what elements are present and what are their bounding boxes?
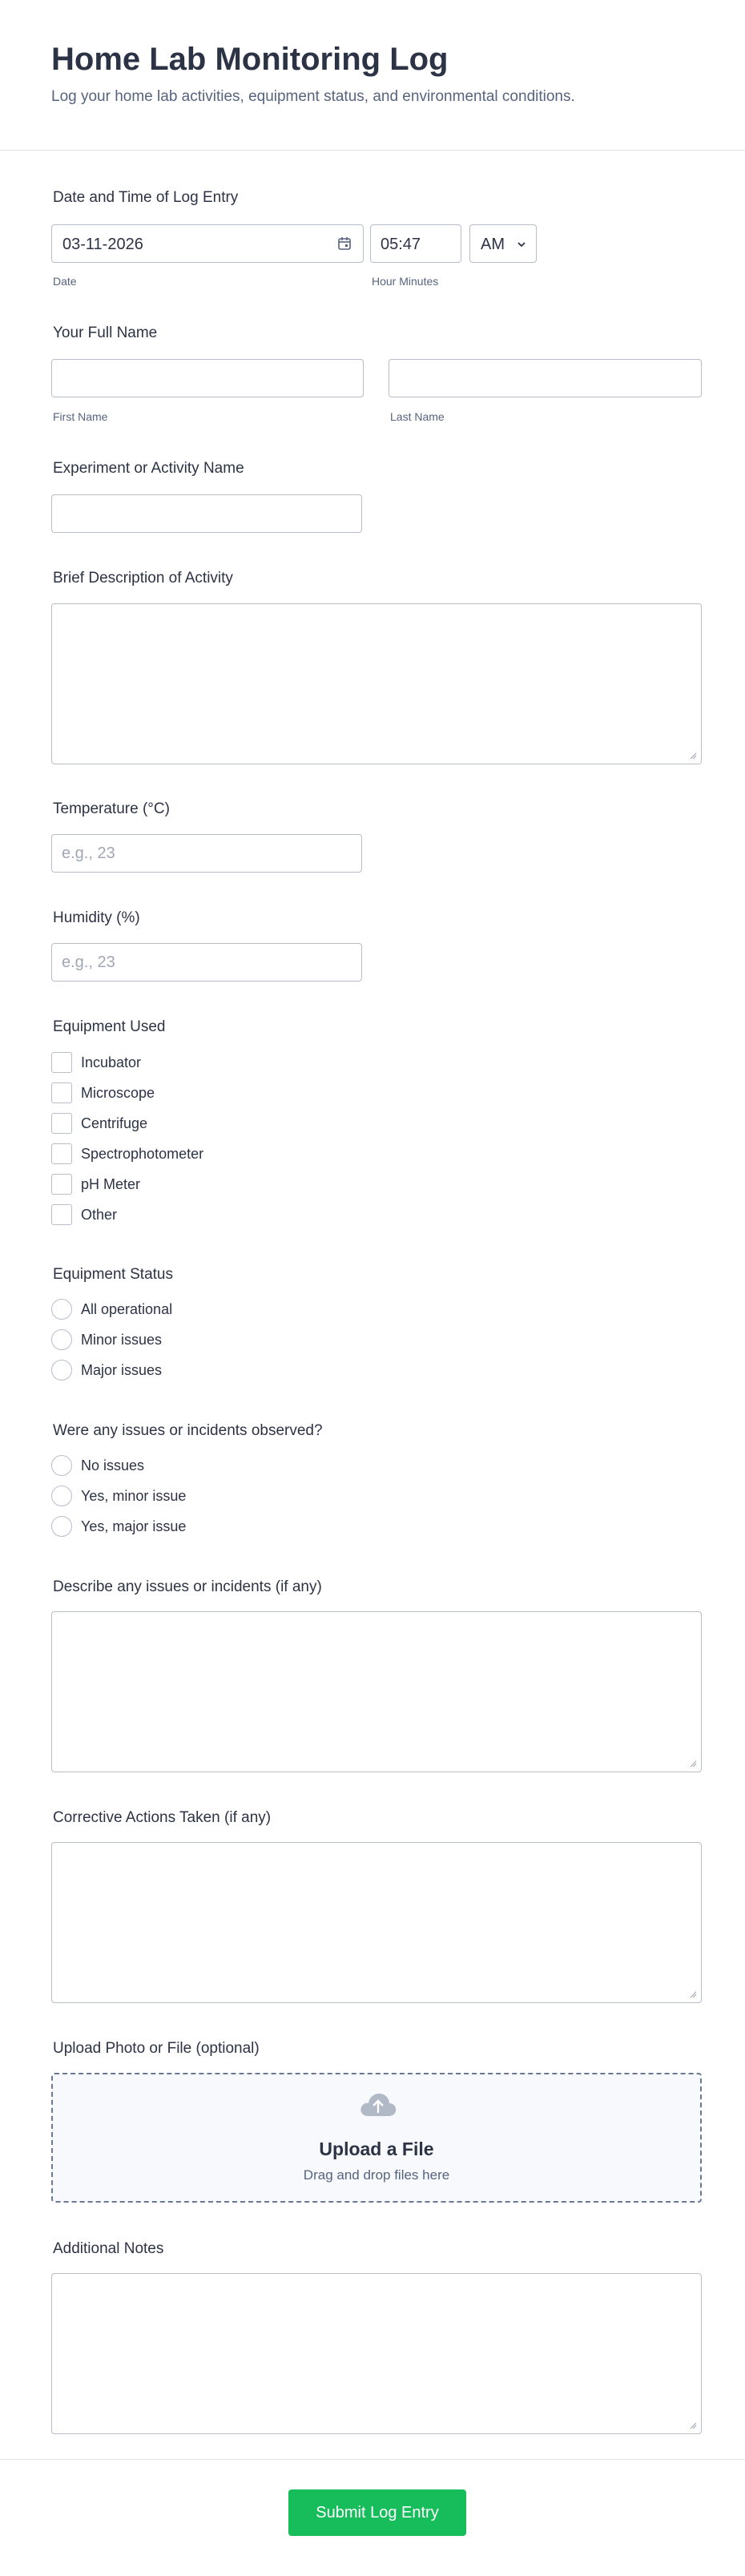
page-subtitle: Log your home lab activities, equipment status, and environmental conditions. xyxy=(51,88,575,105)
corrective-label: Corrective Actions Taken (if any) xyxy=(53,1809,272,1826)
checkbox[interactable] xyxy=(51,1082,72,1103)
first-name-input[interactable] xyxy=(51,359,364,397)
humidity-label: Humidity (%) xyxy=(53,909,140,926)
resize-grip-icon[interactable] xyxy=(689,752,697,760)
radio-button[interactable] xyxy=(51,1329,72,1350)
radio-button[interactable] xyxy=(51,1516,72,1537)
status-label: Equipment Status xyxy=(53,1266,173,1283)
upload-label: Upload Photo or File (optional) xyxy=(53,2040,260,2057)
radio-button[interactable] xyxy=(51,1455,72,1476)
resize-grip-icon[interactable] xyxy=(689,2421,697,2429)
issues-description-label: Describe any issues or incidents (if any) xyxy=(53,1578,322,1595)
radio-label: No issues xyxy=(81,1457,145,1473)
time-sublabel: Hour Minutes xyxy=(372,275,439,288)
experiment-label: Experiment or Activity Name xyxy=(53,460,244,477)
equipment-label: Equipment Used xyxy=(53,1018,166,1035)
form-header xyxy=(0,0,745,151)
datetime-label: Date and Time of Log Entry xyxy=(53,189,239,206)
temperature-label: Temperature (°C) xyxy=(53,800,170,817)
ampm-select[interactable] xyxy=(469,224,537,263)
time-value: 05:47 xyxy=(381,236,421,253)
checkbox[interactable] xyxy=(51,1113,72,1134)
full-name-label: Your Full Name xyxy=(53,325,158,341)
checkbox-label: Other xyxy=(81,1207,118,1223)
cloud-upload-icon xyxy=(358,2090,398,2119)
date-input[interactable] xyxy=(51,224,364,263)
footer-divider xyxy=(0,2459,745,2460)
checkbox-label: Microscope xyxy=(81,1085,155,1101)
checkbox-label: Spectrophotometer xyxy=(81,1146,204,1162)
notes-label: Additional Notes xyxy=(53,2240,164,2257)
radio-button[interactable] xyxy=(51,1299,72,1320)
checkbox-label: Centrifuge xyxy=(81,1115,148,1131)
radio-button[interactable] xyxy=(51,1486,72,1506)
radio-label: Yes, minor issue xyxy=(81,1488,187,1504)
radio-button[interactable] xyxy=(51,1360,72,1381)
checkbox-label: pH Meter xyxy=(81,1176,141,1192)
checkbox-label: Incubator xyxy=(81,1054,142,1070)
temperature-input[interactable] xyxy=(51,834,362,873)
last-name-input[interactable] xyxy=(389,359,702,397)
description-label: Brief Description of Activity xyxy=(53,570,233,587)
resize-grip-icon[interactable] xyxy=(689,1760,697,1768)
page-title: Home Lab Monitoring Log xyxy=(51,42,449,77)
last-name-sublabel: Last Name xyxy=(390,410,445,423)
time-input[interactable] xyxy=(370,224,461,263)
notes-textarea[interactable] xyxy=(51,2273,702,2434)
description-textarea[interactable] xyxy=(51,603,702,764)
calendar-icon[interactable] xyxy=(337,236,352,251)
radio-label: All operational xyxy=(81,1301,173,1317)
file-upload-dropzone[interactable] xyxy=(51,2073,702,2203)
chevron-down-icon xyxy=(517,240,526,249)
radio-label: Minor issues xyxy=(81,1332,163,1348)
issues-description-textarea[interactable] xyxy=(51,1611,702,1772)
experiment-input[interactable] xyxy=(51,494,362,533)
checkbox[interactable] xyxy=(51,1204,72,1225)
upload-title: Upload a File xyxy=(319,2139,434,2159)
checkbox[interactable] xyxy=(51,1052,72,1073)
humidity-input[interactable] xyxy=(51,943,362,982)
submit-button[interactable]: Submit Log Entry xyxy=(288,2489,466,2536)
date-value: 03-11-2026 xyxy=(62,236,143,253)
checkbox[interactable] xyxy=(51,1174,72,1195)
checkbox[interactable] xyxy=(51,1143,72,1164)
upload-subtitle: Drag and drop files here xyxy=(303,2167,450,2183)
issues-label: Were any issues or incidents observed? xyxy=(53,1422,323,1439)
ampm-value: AM xyxy=(481,236,505,253)
first-name-sublabel: First Name xyxy=(53,410,108,423)
corrective-textarea[interactable] xyxy=(51,1842,702,2003)
radio-label: Major issues xyxy=(81,1362,163,1378)
resize-grip-icon[interactable] xyxy=(689,1990,697,1998)
radio-label: Yes, major issue xyxy=(81,1518,187,1534)
date-sublabel: Date xyxy=(53,275,77,288)
